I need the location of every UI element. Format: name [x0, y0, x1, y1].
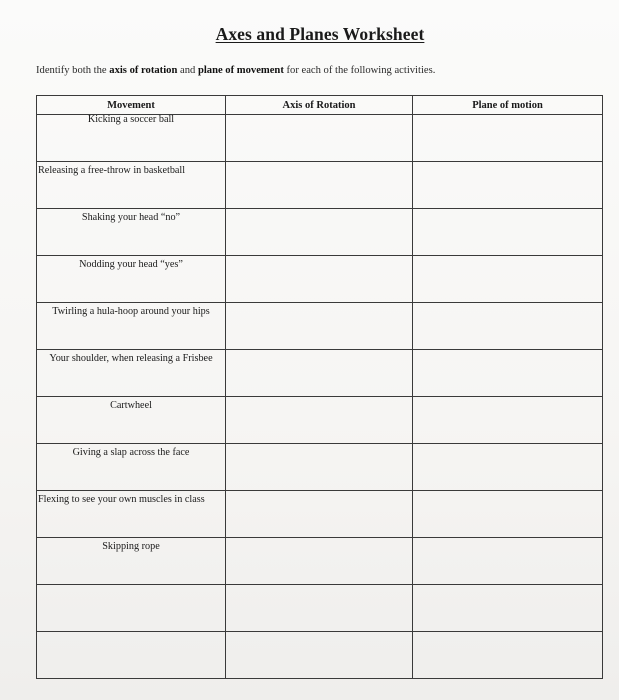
movement-cell [37, 350, 226, 397]
axis-answer-cell[interactable] [226, 303, 413, 350]
movement-label: Shaking your head “no” [81, 212, 181, 223]
instructions-prefix: Identify both the [36, 65, 110, 76]
axis-answer-cell[interactable] [226, 209, 413, 256]
movement-label: Twirling a hula-hoop around your hips [52, 306, 210, 317]
table-row [37, 209, 603, 256]
movement-cell [37, 209, 226, 256]
table-row [37, 632, 603, 679]
movement-cell [37, 256, 226, 303]
movement-cell [37, 585, 226, 632]
plane-answer-cell[interactable] [413, 491, 603, 538]
movement-cell [37, 632, 226, 679]
instructions [36, 65, 606, 76]
plane-answer-cell[interactable] [413, 162, 603, 209]
plane-answer-cell[interactable] [413, 350, 603, 397]
table-row [37, 444, 603, 491]
movement-label: Releasing a free-throw in basketball [38, 165, 186, 176]
axis-answer-cell[interactable] [226, 256, 413, 303]
movement-label: Your shoulder, when releasing a Frisbee [49, 353, 213, 364]
axis-answer-cell[interactable] [226, 162, 413, 209]
table-row [37, 491, 603, 538]
table-row [37, 303, 603, 350]
table-row [37, 585, 603, 632]
axis-answer-cell[interactable] [226, 538, 413, 585]
table-row [37, 256, 603, 303]
plane-answer-cell[interactable] [413, 115, 603, 162]
instructions-suffix: for each of the following activities. [283, 65, 436, 76]
axis-answer-cell[interactable] [226, 585, 413, 632]
header-movement: Movement [37, 96, 226, 115]
worksheet-table [36, 95, 603, 679]
axis-answer-cell[interactable] [226, 491, 413, 538]
movement-label [37, 632, 225, 633]
movement-cell [37, 538, 226, 585]
movement-cell [37, 115, 226, 162]
table-row [37, 162, 603, 209]
table-row [37, 350, 603, 397]
plane-answer-cell[interactable] [413, 397, 603, 444]
plane-answer-cell[interactable] [413, 303, 603, 350]
plane-answer-cell[interactable] [413, 585, 603, 632]
movement-cell [37, 491, 226, 538]
axis-answer-cell[interactable] [226, 632, 413, 679]
table-row [37, 538, 603, 585]
axis-answer-cell[interactable] [226, 115, 413, 162]
movement-cell [37, 162, 226, 209]
instructions-term-axis: axis of rotation [109, 65, 178, 76]
movement-label [37, 585, 225, 586]
table-row [37, 115, 603, 162]
table-row [37, 397, 603, 444]
plane-answer-cell[interactable] [413, 444, 603, 491]
axis-answer-cell[interactable] [226, 444, 413, 491]
plane-answer-cell[interactable] [413, 632, 603, 679]
movement-cell [37, 397, 226, 444]
movement-label: Skipping rope [102, 541, 160, 552]
plane-answer-cell[interactable] [413, 538, 603, 585]
header-axis-of-rotation: Axis of Rotation [226, 96, 413, 115]
movement-label: Flexing to see your own muscles in class [38, 494, 205, 505]
plane-answer-cell[interactable] [413, 256, 603, 303]
header-plane-of-motion: Plane of motion [413, 96, 603, 115]
movement-label: Kicking a soccer ball [87, 114, 175, 125]
worksheet-title: Axes and Planes Worksheet [215, 24, 425, 44]
movement-label: Nodding your head “yes” [79, 259, 183, 270]
movement-cell [37, 303, 226, 350]
movement-label: Giving a slap across the face [72, 447, 190, 458]
movement-label: Cartwheel [110, 400, 152, 411]
axis-answer-cell[interactable] [226, 397, 413, 444]
axis-answer-cell[interactable] [226, 350, 413, 397]
instructions-term-plane: plane of movement [197, 65, 284, 76]
instructions-middle: and [177, 65, 198, 76]
plane-answer-cell[interactable] [413, 209, 603, 256]
movement-cell [37, 444, 226, 491]
